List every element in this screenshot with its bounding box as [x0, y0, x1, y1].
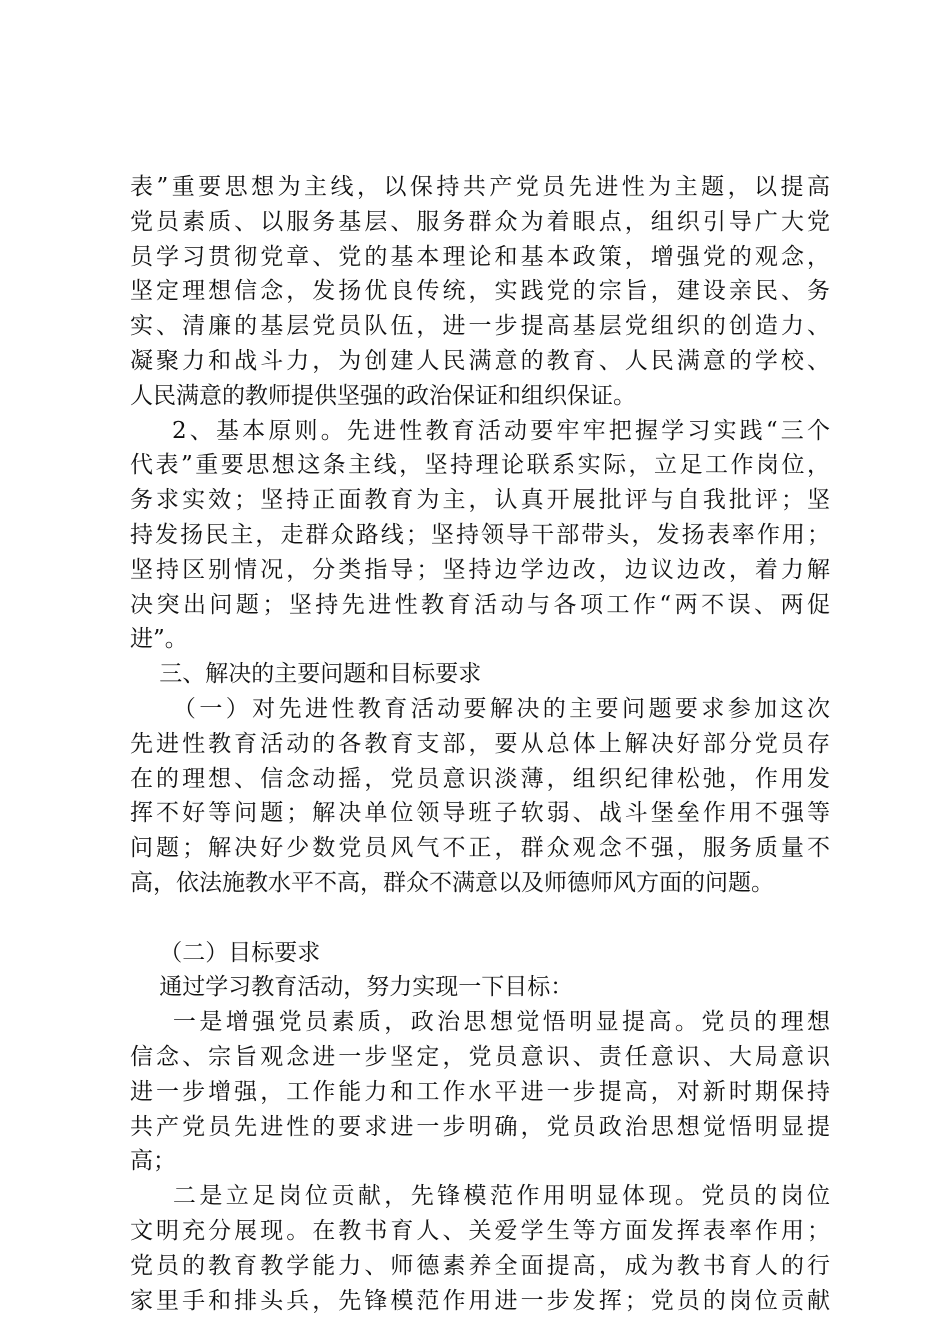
text-line: 坚定理想信念，发扬优良传统，实践党的宗旨，建设亲民、务 — [130, 278, 830, 305]
text-line: 党员素质、以服务基层、服务群众为着眼点，组织引导广大党 — [130, 208, 830, 235]
text-line: 高； — [130, 1148, 176, 1175]
text-line: 家里手和排头兵，先锋模范作用进一步发挥；党员的岗位贡献 — [130, 1287, 830, 1314]
text-line: 党员的教育教学能力、师德素养全面提高，成为教书育人的行 — [130, 1252, 830, 1279]
document-body — [130, 170, 830, 1318]
text-line: 挥不好等问题；解决单位领导班子软弱、战斗堡垒作用不强等 — [130, 800, 830, 827]
text-line: 员学习贯彻党章、党的基本理论和基本政策，增强党的观念， — [130, 243, 830, 270]
text-line: 问题；解决好少数党员风气不正，群众观念不强，服务质量不 — [130, 835, 830, 862]
text-line: 一是增强党员素质，政治思想觉悟明显提高。党员的理想 — [130, 1009, 830, 1036]
text-line: 通过学习教育活动，努力实现一下目标： — [130, 974, 574, 1001]
text-line: 二是立足岗位贡献，先锋模范作用明显体现。党员的岗位 — [130, 1183, 830, 1210]
text-line: 决突出问题；坚持先进性教育活动与各项工作“两不误、两促 — [130, 591, 830, 618]
text-line: 实、清廉的基层党员队伍，进一步提高基层党组织的创造力、 — [130, 313, 830, 340]
text-line: 务求实效；坚持正面教育为主，认真开展批评与自我批评；坚 — [130, 487, 830, 514]
text-line: 表”重要思想为主线，以保持共产党员先进性为主题，以提高 — [130, 174, 830, 200]
text-line: 文明充分展现。在教书育人、关爱学生等方面发挥表率作用； — [130, 1217, 830, 1244]
text-line: 持发扬民主，走群众路线；坚持领导干部带头，发扬表率作用； — [130, 521, 830, 548]
text-line: 进”。 — [130, 626, 188, 653]
text-line: 信念、宗旨观念进一步坚定，党员意识、责任意识、大局意识 — [130, 1043, 830, 1070]
text-line: 进一步增强，工作能力和工作水平进一步提高，对新时期保持 — [130, 1078, 830, 1105]
text-line: （一）对先进性教育活动要解决的主要问题要求参加这次 — [130, 695, 830, 722]
blank-line — [130, 901, 830, 936]
text-line: 高，依法施教水平不高，群众不满意以及师德师风方面的问题。 — [130, 869, 774, 896]
text-line: 在的理想、信念动摇，党员意识淡薄，组织纪律松弛，作用发 — [130, 765, 830, 792]
text-line: 先进性教育活动的各教育支部，要从总体上解决好部分党员存 — [130, 730, 830, 757]
section-heading: 三、解决的主要问题和目标要求 — [130, 661, 482, 688]
text-line: 人民满意的教师提供坚强的政治保证和组织保证。 — [130, 382, 636, 409]
text-line: 代表”重要思想这条主线，坚持理论联系实际，立足工作岗位， — [130, 452, 830, 479]
text-line: 共产党员先进性的要求进一步明确，党员政治思想觉悟明显提 — [130, 1113, 830, 1140]
text-line: 坚持区别情况，分类指导；坚持边学边改，边议边改，着力解 — [130, 556, 830, 583]
subsection-heading: （二）目标要求 — [130, 939, 321, 966]
text-line: 凝聚力和战斗力，为创建人民满意的教育、人民满意的学校、 — [130, 347, 830, 374]
text-line: 2、基本原则。先进性教育活动要牢牢把握学习实践“三个 — [130, 417, 830, 444]
